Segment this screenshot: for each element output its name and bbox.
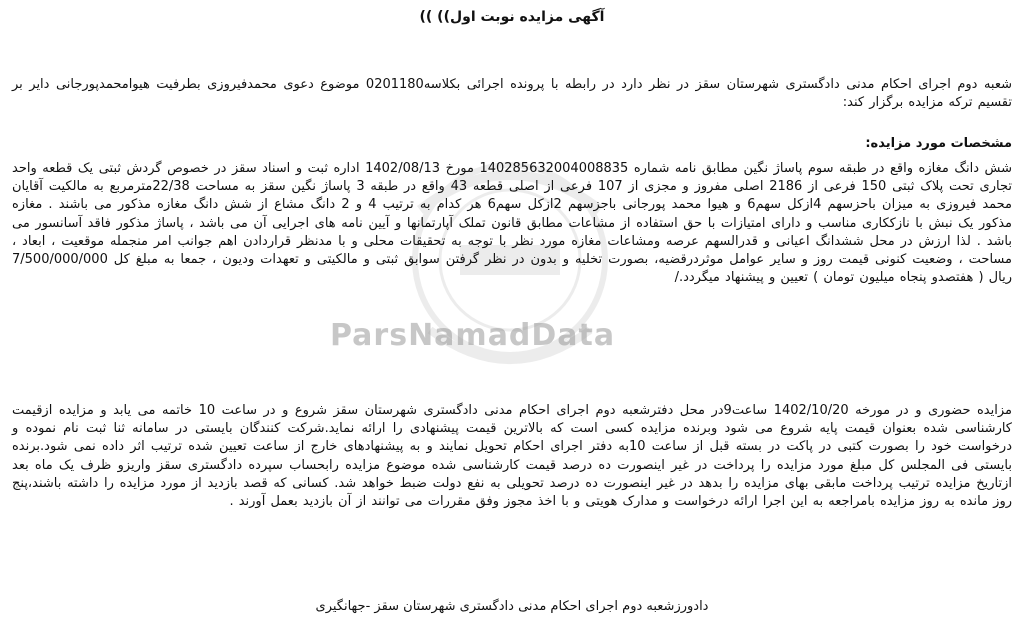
- auction-terms-paragraph: مزایده حضوری و در مورخه 1402/10/20 ساعت9در محل دفترشعبه دوم اجرای احکام مدنی دادگستری شهرستان سقز شروع و در ساعت 10 خاتمه می یابد و مزایده ازقیمت کارشناسی شده بعنوان قیمت پایه شروع می شود وبرنده مزایده کسی است که بالاترین قیمت پیشنهادی را ارائه نماید.شرکت کنندگان بایستی در سامانه ثنا ثبت نام نموده و درخواست خود را بصورت کتبی در پاکت در بسته قبل از ساعت 10به دفتر اجرای احکام تحویل نمایند و به پیشنهادهای خارج از ساعت تعیین شده ترتیب اثر داده نمی شود.برنده بایستی فی المجلس کل مبلغ مورد مزایده را پرداخت در غیر اینصورت ده درصد قیمت کارشناسی شده موضوع مزایده رابحساب سپرده دادگستری سقز واریزو ظرف یک ماه بعد ازتاریخ مزایده ترتیب پرداخت مابقی بهای مزایده را بدهد در غیر اینصورت ده درصد تحویلی به نفع دولت ضبط خواهد شد. کسانی که قصد بازدید از مورد مزایده را داشته باشند،پنج روز مانده به روز مزایده بامراجعه به این اجرا ارائه درخواست و مدارک هویتی و با اخذ مجوز وفق مقررات می توانند از آن بازدید بعمل آورند .: [12, 403, 1012, 510]
- signature-footer: دادورزشعبه دوم اجرای احکام مدنی دادگستری شهرستان سقز -جهانگیری: [315, 599, 709, 614]
- intro-paragraph: شعبه دوم اجرای احکام مدنی دادگستری شهرستان سقز در نظر دارد در رابطه با پرونده اجرائی بکلاسه0201180 موضوع دعوی محمدفیروزی بطرفیت هیوامحمدپورجانی دایر بر تقسیم ترکه مزایده برگزار کند:: [12, 77, 1012, 111]
- watermark-text: ParsNamadData: [330, 318, 616, 353]
- specs-heading: مشخصات مورد مزایده:: [865, 136, 1012, 151]
- notice-title: آگهی مزایده نوبت اول)) )): [419, 9, 605, 25]
- specs-paragraph: شش دانگ مغازه واقع در طبقه سوم پاساژ نگین مطابق نامه شماره 140285632004008835 مورخ 1402/08/13 اداره ثبت و اسناد سقز در خصوص گردش ثبتی یک قطعه واحد تجاری تحت پلاک ثبتی 150 فرعی از 2186 اصلی مفروز و مجزی از 107 فرعی از اصلی قطعه 43 واقع در طبقه 3 پاساژ نگین سقز به مساحت 22/38مترمربع به مالکیت آقایان محمد فیروزی به میزان باحزسهم 4ازکل سهم6 و هیوا محمد پورجانی باجزسهم 2ازکل سهم6 هر کدام به ترتیب 4 و 2 دانگ مشاع از شش دانگ مغازه مذکور می باشند . مغازه مذکور یک نبش با نازککاری مناسب و دارای امتیازات با حق استفاده از مشاعات مطابق قانون تملک آپارتمانها و آیین نامه های اجرایی آن می باشد ، پاساژ مذکور فاقد آسانسور می باشد . لذا ارزش در محل ششدانگ اعیانی و قدرالسهم عرصه ومشاعات مغازه مورد نظر با توجه به تحقیقات محلی و با مدنظر قراردادن اهم جوانب امر منجمله موقعیت ، ابعاد ، مساحت ، وضعیت کنونی قیمت روز و سایر عوامل موثردرقضیه، بصورت تخلیه و بدون در نظر گرفتن سوابق ثبتی و مالکیتی و تعهدات ودیون ، جمعا به مبلغ کل 7/500/000/000 ریال ( هفتصدو پنجاه میلیون تومان ) تعیین و پیشنهاد میگردد./: [12, 161, 1013, 286]
